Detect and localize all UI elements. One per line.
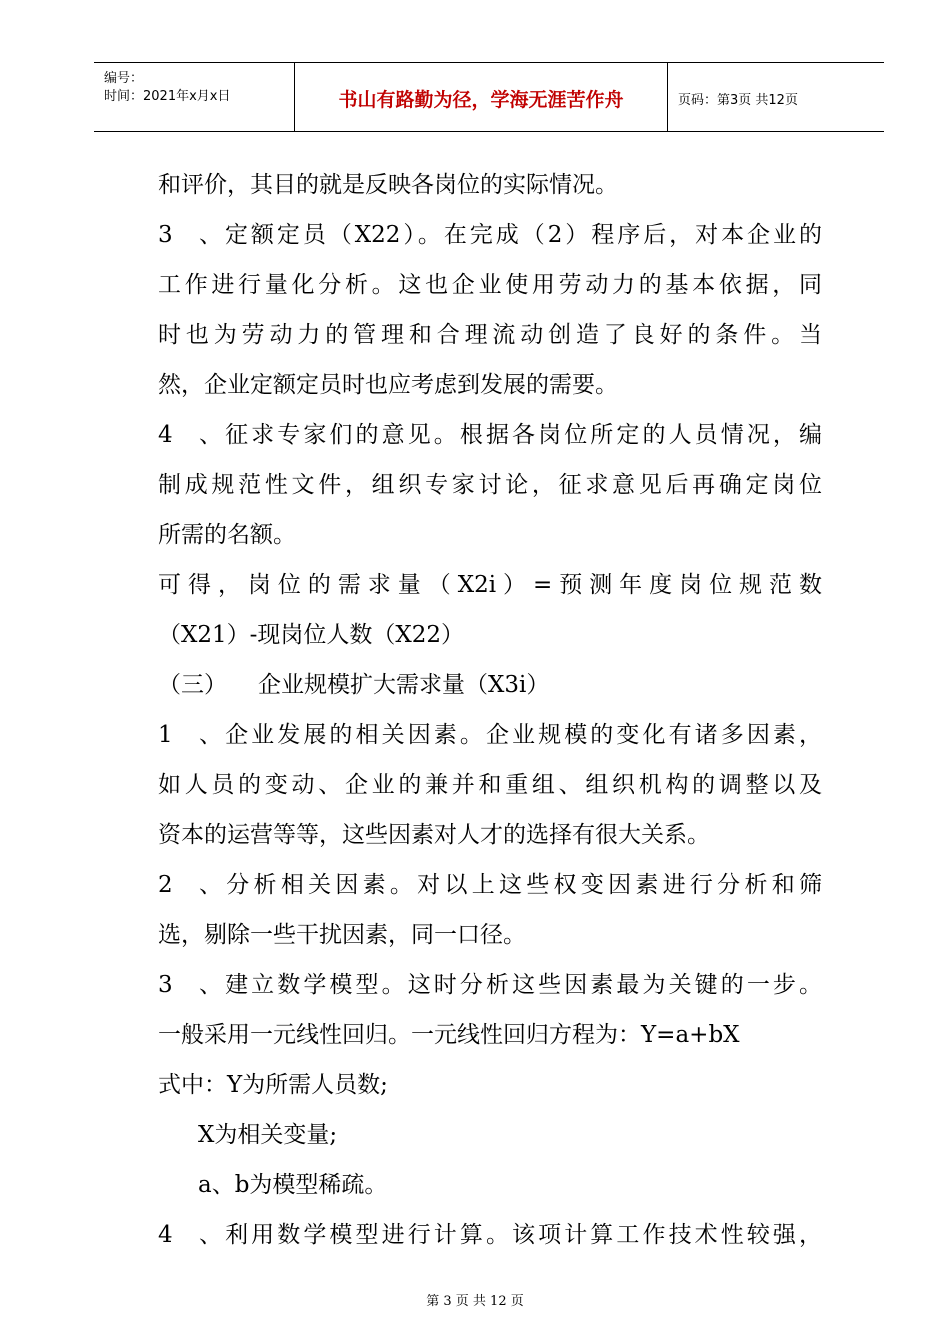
paragraph-line: 一般采用一元线性回归。一元线性回归方程为：Y=a+bX	[158, 1022, 740, 1048]
paragraph-text: 定额定员（X22）。在完成（2）程序后，对本企业的	[222, 222, 822, 248]
paragraph-line: 所需的名额。	[158, 522, 296, 548]
header-page-info: 页码：第3页 共12页	[678, 93, 798, 108]
header-left-cell	[94, 63, 295, 131]
paragraph-text: 分析相关因素。对以上这些权变因素进行分析和筛	[222, 872, 822, 898]
header-motto: 书山有路勤为径，学海无涯苦作舟	[338, 89, 624, 111]
paragraph-line: 和评价，其目的就是反映各岗位的实际情况。	[158, 172, 618, 198]
paragraph-line: 时也为劳动力的管理和合理流动创造了良好的条件。当	[158, 322, 822, 348]
list-item-line	[158, 1210, 822, 1260]
paragraph-line: X为相关变量;	[198, 1122, 338, 1148]
section-heading	[158, 660, 822, 710]
paragraph-text: 建立数学模型。这时分析这些因素最为关键的一步。	[222, 972, 822, 998]
list-item-line	[158, 210, 822, 260]
header-right-cell	[668, 63, 884, 131]
page-footer: 第 3 页 共 12 页	[426, 1294, 524, 1309]
formula-line: （X21）-现岗位人数（X22）	[158, 622, 465, 648]
list-item-line	[158, 410, 822, 460]
section-title: 企业规模扩大需求量（X3i）	[258, 672, 550, 698]
paragraph-line: 选，剔除一些干扰因素，同一口径。	[158, 922, 526, 948]
list-number: 1、	[158, 722, 222, 748]
paragraph-text: 利用数学模型进行计算。该项计算工作技术性较强，	[222, 1222, 822, 1248]
list-number: 3、	[158, 222, 222, 248]
page-header	[94, 62, 884, 132]
header-middle-cell	[295, 63, 668, 131]
paragraph-text: 企业发展的相关因素。企业规模的变化有诸多因素，	[222, 722, 822, 748]
document-time-label: 时间：2021年x月x日	[104, 89, 231, 104]
list-number: 4、	[158, 1222, 222, 1248]
list-item-line	[158, 960, 822, 1010]
paragraph-line: a、b为模型稀疏。	[198, 1172, 388, 1198]
paragraph-text: 征求专家们的意见。根据各岗位所定的人员情况，编	[222, 422, 822, 448]
list-number: 4、	[158, 422, 222, 448]
paragraph-line: 工作进行量化分析。这也企业使用劳动力的基本依据，同	[158, 272, 822, 298]
list-item-line	[158, 710, 822, 760]
list-number: 2、	[158, 872, 222, 898]
paragraph-line: 式中：Y为所需人员数;	[158, 1072, 388, 1098]
list-number: 3、	[158, 972, 222, 998]
paragraph-line: 如人员的变动、企业的兼并和重组、组织机构的调整以及	[158, 772, 822, 798]
paragraph-line: 然，企业定额定员时也应考虑到发展的需要。	[158, 372, 618, 398]
document-number-label: 编号：	[104, 71, 144, 86]
formula-line: 可得，岗位的需求量（X2i）=预测年度岗位规范数	[158, 572, 822, 598]
paragraph-line: 资本的运营等等，这些因素对人才的选择有很大关系。	[158, 822, 710, 848]
list-item-line	[158, 860, 822, 910]
document-body	[158, 160, 822, 1260]
section-number: （三）	[158, 672, 227, 698]
paragraph-line: 制成规范性文件，组织专家讨论，征求意见后再确定岗位	[158, 472, 822, 498]
